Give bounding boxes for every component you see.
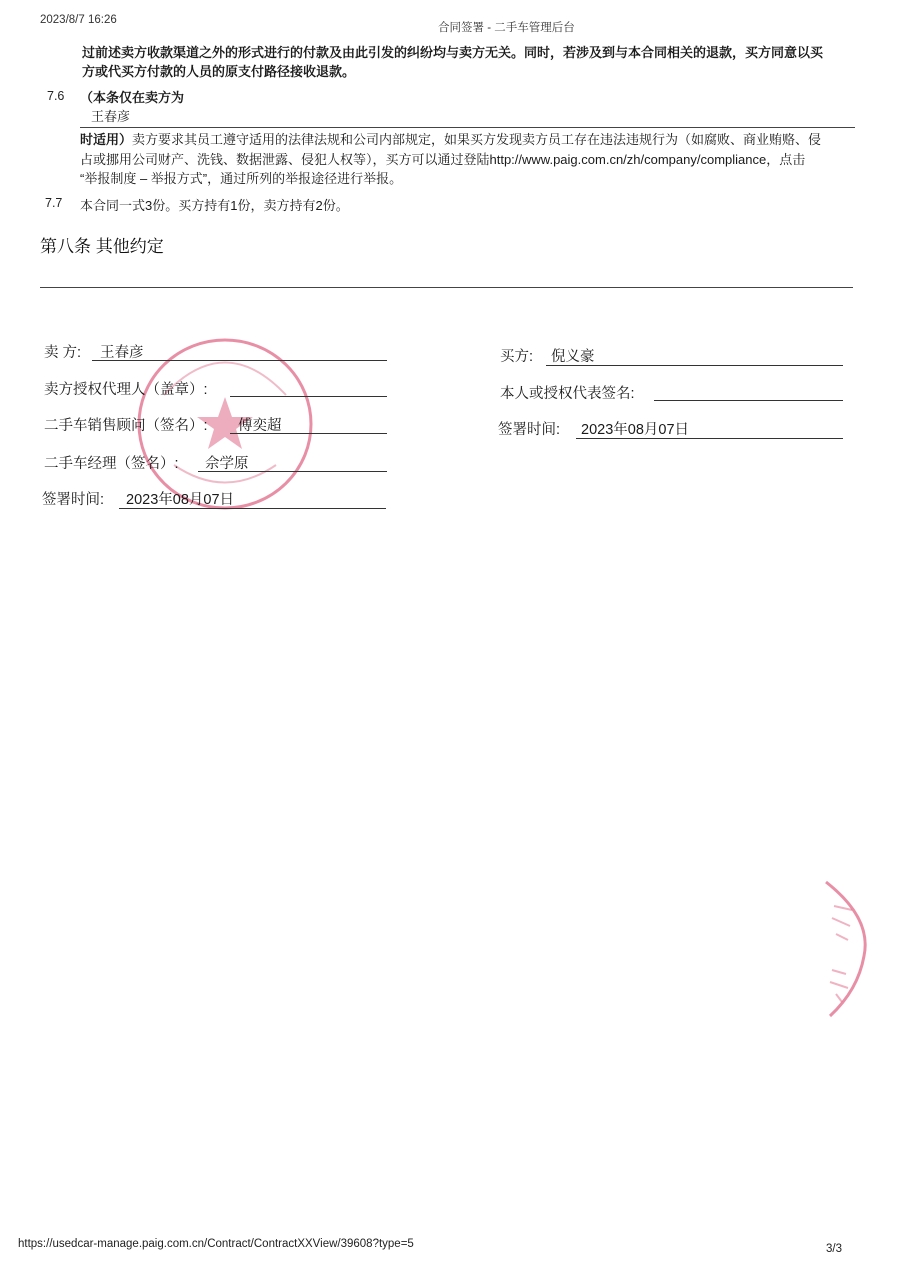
clause-7-6-applies: 时适用） (80, 132, 133, 147)
clause-7-6-filled-name: 王春彦 (91, 109, 131, 124)
manager-label: 二手车经理（签名）: (44, 456, 179, 472)
print-timestamp: 2023/8/7 16:26 (40, 14, 117, 26)
buyer-date-value: 2023年08月07日 (581, 422, 690, 438)
buyer-date-label: 签署时间: (498, 422, 561, 438)
clause-top-line2: 方或代买方付款的人员的原支付路径接收退款。 (82, 64, 356, 79)
clause-7-6-line3: “举报制度 – 举报方式”，通过所列的举报途径进行举报。 (80, 171, 403, 186)
section-8-blank-line (40, 287, 853, 288)
seller-date-value: 2023年08月07日 (126, 492, 235, 508)
clause-7-6-lead: （本条仅在卖方为 (80, 90, 185, 105)
buyer-date-underline (576, 438, 843, 439)
buyer-label: 买方: (500, 349, 534, 365)
clause-7-6-number: 7.6 (47, 89, 65, 103)
seam-seal-stamp (812, 878, 874, 1020)
page-url: https://usedcar-manage.paig.com.cn/Contract/ContractXXView/39608?type=5 (18, 1238, 414, 1250)
seller-agent-label: 卖方授权代理人（盖章）: (44, 382, 208, 398)
clause-7-6-line2: 占或挪用公司财产、洗钱、数据泄露、侵犯人权等），买方可以通过登陆http://www.paig.com.cn/zh/company/compliance，点击 (80, 152, 806, 167)
page-number: 3/3 (826, 1243, 842, 1255)
seller-date-underline (119, 508, 386, 509)
buyer-underline (546, 365, 843, 366)
buyer-rep-label: 本人或授权代表签名: (500, 386, 635, 402)
clause-top-line1: 过前述卖方收款渠道之外的形式进行的付款及由此引发的纠纷均与卖方无关。同时，若涉及到与本合同相关的退款，买方同意以买 (82, 45, 824, 60)
clause-7-6-fill-line (80, 127, 855, 128)
clause-7-7-text: 本合同一式3份。买方持有1份，卖方持有2份。 (80, 198, 349, 213)
seller-value: 王春彦 (100, 345, 144, 361)
clause-7-6-line1-rest: 卖方要求其员工遵守适用的法律法规和公司内部规定，如果买方发现卖方员工存在违法违规行为（如腐败、商业贿赂、侵 (132, 132, 822, 147)
page-title: 合同签署 - 二手车管理后台 (438, 22, 575, 34)
seller-agent-underline (230, 396, 387, 397)
clause-7-7-number: 7.7 (45, 196, 63, 210)
seller-underline (92, 360, 387, 361)
sales-advisor-underline (230, 433, 387, 434)
buyer-value: 倪义豪 (551, 349, 595, 365)
clause-7-6-line1 (80, 130, 821, 149)
sales-advisor-signature: 傅奕超 (238, 418, 282, 434)
buyer-rep-underline (654, 400, 843, 401)
seller-date-label: 签署时间: (42, 492, 105, 508)
manager-underline (198, 471, 387, 472)
section-8-heading: 第八条 其他约定 (40, 237, 164, 256)
seller-label: 卖 方: (44, 345, 82, 361)
sales-advisor-label: 二手车销售顾问（签名）: (44, 418, 208, 434)
manager-signature: 佘学原 (205, 456, 249, 472)
